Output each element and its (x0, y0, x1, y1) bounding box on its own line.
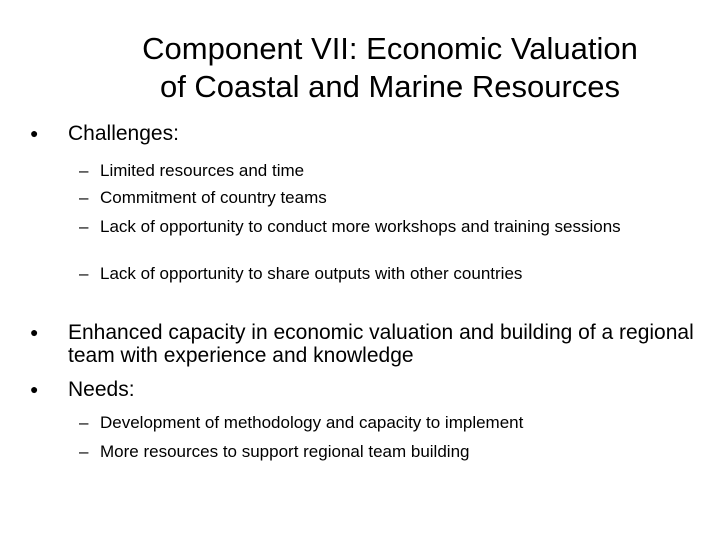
slide-title (100, 30, 680, 106)
dash-icon: – (79, 442, 89, 461)
dash-icon: – (79, 217, 89, 236)
bullet-dot-icon: ● (30, 125, 39, 141)
capacity-text: Enhanced capacity in economic valuation and building of a regional team with experience and knowledge (68, 321, 694, 367)
challenge-item-text: Limited resources and time (100, 161, 305, 180)
title-line-2: of Coastal and Marine Resources (159, 69, 621, 104)
need-item-text: Development of methodology and capacity to implement (100, 413, 524, 432)
challenge-item-text: Lack of opportunity to share outputs with other countries (100, 264, 523, 283)
need-item-text: More resources to support regional team building (100, 442, 470, 461)
challenges-label: Challenges: (68, 122, 179, 145)
title-line-1: Component VII: Economic Valuation (142, 31, 638, 66)
bullet-dot-icon: ● (30, 324, 39, 340)
dash-icon: – (79, 161, 89, 180)
dash-icon: – (79, 264, 89, 283)
dash-icon: – (79, 188, 89, 207)
dash-icon: – (79, 413, 89, 432)
challenge-item-text: Lack of opportunity to conduct more workshops and training sessions (100, 217, 621, 236)
needs-label: Needs: (68, 378, 135, 401)
challenge-item-text: Commitment of country teams (100, 188, 327, 207)
bullet-dot-icon: ● (30, 381, 39, 397)
